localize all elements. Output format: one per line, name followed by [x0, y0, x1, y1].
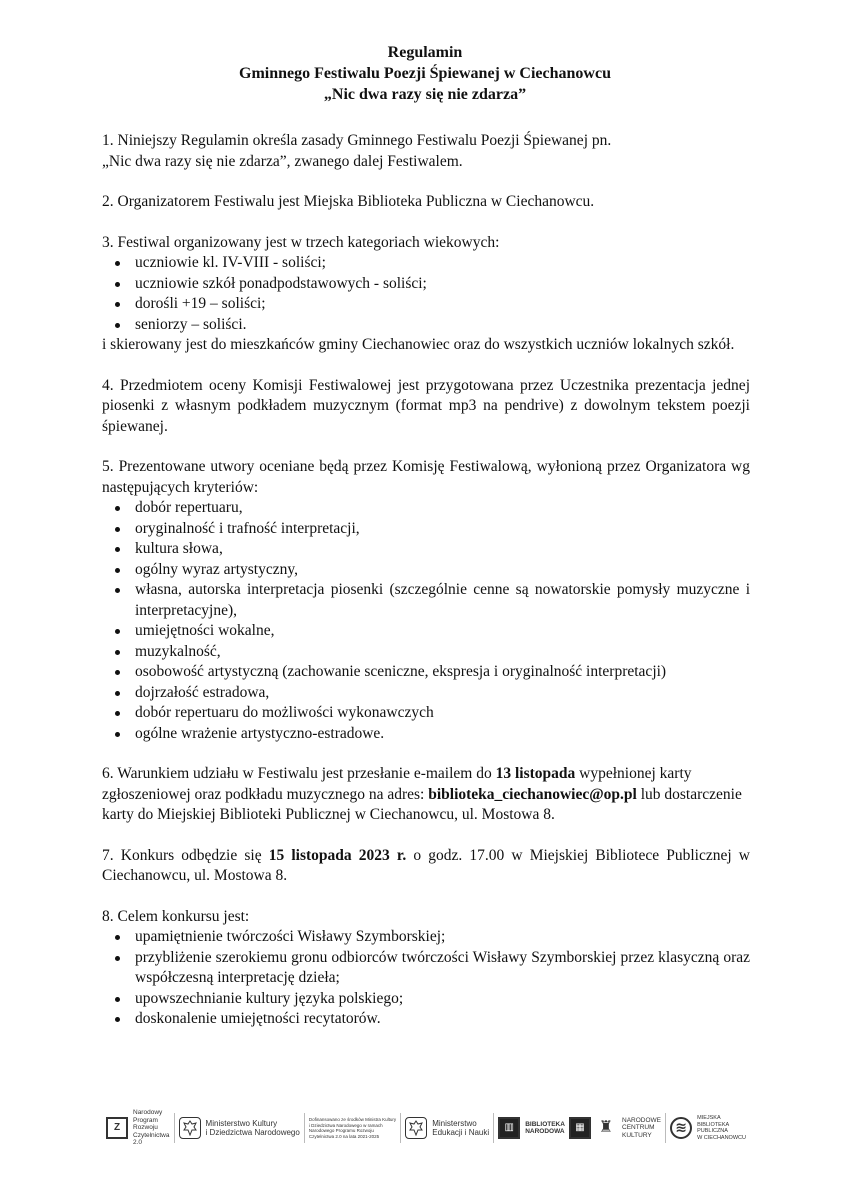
document-body — [102, 131, 750, 1030]
list-item: muzykalność, — [102, 642, 750, 663]
paragraph-6-text: lub dostarczenie karty do Miejskiej Biblioteki Publicznej w Ciechanowcu, ul. Mostowa 8. — [102, 785, 742, 823]
logo-caption: Ministerstwo Edukacji i Nauki — [432, 1119, 490, 1137]
bn-logo-icon: ▥ — [498, 1117, 520, 1139]
logo-caption: NARODOWE CENTRUM KULTURY — [622, 1116, 662, 1139]
paragraph-5-intro: 5. Prezentowane utwory oceniane będą przez Komisję Festiwalową, wyłonioną przez Organizatora wg następujących kryteriów: — [102, 458, 750, 496]
paragraph-7-text: 7. Konkurs odbędzie się — [102, 846, 269, 864]
qr-logo — [569, 1117, 591, 1139]
paragraph-7-text: o godz. 17.00 w Miejskiej Bibliotece Publicznej w Ciechanowcu, ul. Mostowa 8. — [102, 846, 750, 884]
qr-code-icon: ▦ — [569, 1117, 591, 1139]
paragraph-3-intro: 3. Festiwal organizowany jest w trzech kategoriach wiekowych: — [102, 233, 500, 251]
divider — [400, 1113, 401, 1143]
list-item: własna, autorska interpretacja piosenki (szczególnie cenne są nowatorskie pomysły muzyczne i interpretacyjne), — [102, 580, 750, 621]
divider — [665, 1113, 666, 1143]
list-item: dojrzałość estradowa, — [102, 683, 750, 704]
nck-logo — [595, 1117, 661, 1140]
age-categories-list — [102, 253, 750, 335]
title-festival-motto: „Nic dwa razy się nie zdarza” — [323, 86, 527, 103]
paragraph-4: 4. Przedmiotem oceny Komisji Festiwalowej jest przygotowana przez Uczestnika prezentacja jednej piosenki z własnym podkładem muzycznym (format mp3 na pendrive) z dowolnym tekstem poezji śpiewanej. — [102, 376, 750, 435]
sponsor-logos-footer — [106, 1106, 746, 1150]
funding-note-text: Dofinansowano ze środków Ministra Kultury i Dziedzictwa Narodowego w ramach Narodowego Programu Rozwoju Czytelnictwa 2.0 na lata 2021-2025 — [308, 1117, 397, 1139]
document-header — [0, 42, 850, 105]
list-item: uczniowie kl. IV-VIII - soliści; — [102, 253, 750, 274]
mbp-logo-icon: ≋ — [670, 1117, 692, 1139]
nck-logo-icon: ♜ — [598, 1119, 614, 1137]
paragraph-6-text: wypełnionej karty zgłoszeniowej oraz podkładu muzycznego na adres: — [102, 765, 692, 803]
paragraph-1 — [102, 131, 750, 172]
paragraph-1-line-1: 1. Niniejszy Regulamin określa zasady Gminnego Festiwalu Poezji Śpiewanej pn. — [102, 132, 612, 149]
contest-date: 15 listopada 2023 r. — [268, 846, 407, 864]
title-festival-name: Gminnego Festiwalu Poezji Śpiewanej w Ciechanowcu — [239, 65, 611, 82]
list-item: upamiętnienie twórczości Wisławy Szymborskiej; — [102, 927, 750, 948]
criteria-list — [102, 498, 750, 744]
mkidn-logo — [179, 1117, 300, 1139]
list-item: doskonalenie umiejętności recytatorów. — [102, 1009, 750, 1030]
list-item: umiejętności wokalne, — [102, 621, 750, 642]
mbp-logo — [670, 1115, 746, 1141]
divider — [493, 1113, 494, 1143]
nprc-logo — [106, 1109, 169, 1147]
paragraph-8 — [102, 907, 750, 1030]
paragraph-5 — [102, 457, 750, 744]
eagle-emblem-icon — [179, 1117, 201, 1139]
list-item: ogólne wrażenie artystyczno-estradowe. — [102, 724, 750, 745]
logo-caption: Narodowy Program Rozwoju Czytelnictwa 2.0 — [133, 1109, 170, 1147]
paragraph-3 — [102, 233, 750, 356]
paragraph-8-intro: 8. Celem konkursu jest: — [102, 907, 250, 925]
deadline-date: 13 listopada — [495, 765, 576, 782]
paragraph-3-outro: i skierowany jest do mieszkańców gminy Ciechanowiec oraz do wszystkich uczniów lokalnych szkół. — [102, 336, 735, 353]
logo-caption: MIEJSKA BIBLIOTEKA PUBLICZNA W CIECHANOWCU — [697, 1115, 746, 1141]
paragraph-2: 2. Organizatorem Festiwalu jest Miejska Biblioteka Publiczna w Ciechanowcu. — [102, 193, 595, 210]
logo-caption: Ministerstwo Kultury i Dziedzictwa Narodowego — [205, 1119, 300, 1137]
goals-list — [102, 927, 750, 1030]
list-item: ogólny wyraz artystyczny, — [102, 560, 750, 581]
list-item: dobór repertuaru do możliwości wykonawczych — [102, 703, 750, 724]
nprc-logo-icon: Z — [106, 1117, 128, 1139]
list-item: kultura słowa, — [102, 539, 750, 560]
paragraph-1-line-2: „Nic dwa razy się nie zdarza”, zwanego dalej Festiwalem. — [102, 152, 463, 170]
men-logo — [405, 1117, 489, 1139]
eagle-emblem-icon — [405, 1117, 427, 1139]
list-item: dobór repertuaru, — [102, 498, 750, 519]
title-regulamin: Regulamin — [387, 44, 463, 61]
list-item: uczniowie szkół ponadpodstawowych - soliści; — [102, 274, 750, 295]
funding-note — [309, 1117, 396, 1139]
contact-email: biblioteka_ciechanowiec@op.pl — [428, 785, 637, 803]
list-item: oryginalność i trafność interpretacji, — [102, 519, 750, 540]
list-item: przybliżenie szerokiemu gronu odbiorców twórczości Wisławy Szymborskiej przez klasyczną oraz współczesną interpretację dzieła; — [102, 948, 750, 989]
paragraph-6 — [102, 764, 750, 826]
logo-caption: BIBLIOTEKA NARODOWA — [525, 1120, 565, 1135]
list-item: seniorzy – soliści. — [102, 315, 750, 336]
list-item: upowszechnianie kultury języka polskiego; — [102, 989, 750, 1010]
divider — [174, 1113, 175, 1143]
divider — [304, 1113, 305, 1143]
paragraph-6-text: 6. Warunkiem udziału w Festiwalu jest przesłanie e-mailem do — [102, 765, 496, 782]
paragraph-7 — [102, 846, 750, 887]
bn-logo — [498, 1117, 565, 1139]
list-item: dorośli +19 – soliści; — [102, 294, 750, 315]
list-item: osobowość artystyczną (zachowanie sceniczne, ekspresja i oryginalność interpretacji) — [102, 662, 750, 683]
